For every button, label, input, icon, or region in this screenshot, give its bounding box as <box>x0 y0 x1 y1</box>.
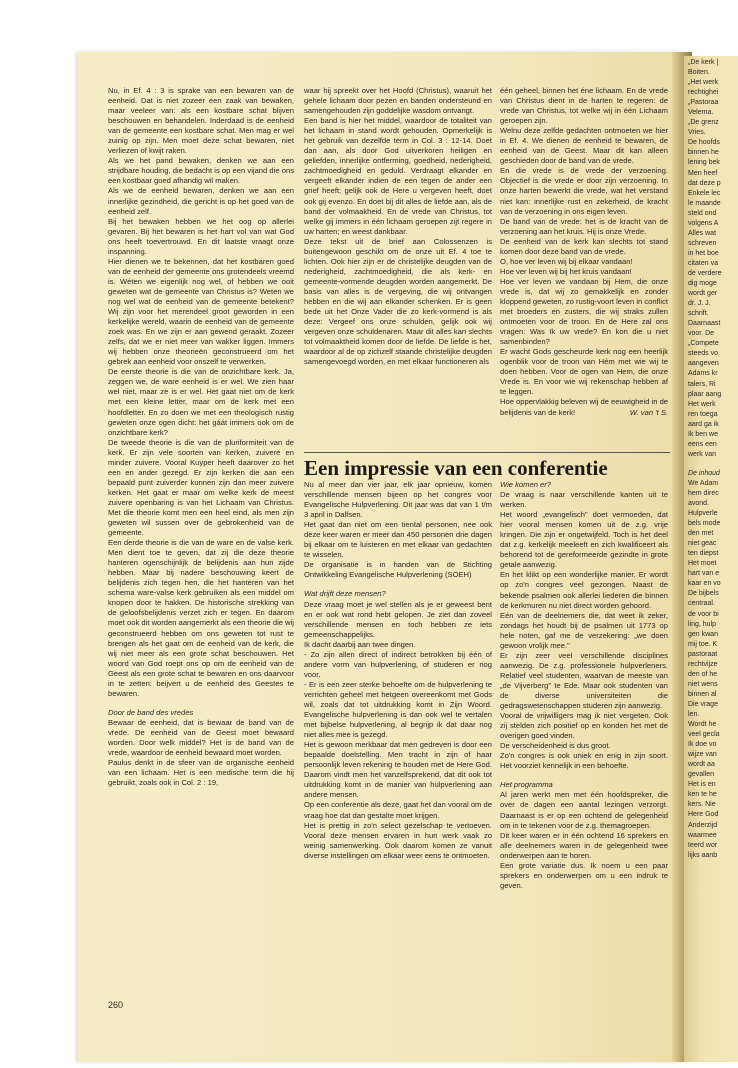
cut-text-line: den of he <box>688 670 718 678</box>
article-column-3 <box>500 86 668 418</box>
cut-text-line: Die vrage <box>688 700 718 708</box>
cut-text-line: wordt aa <box>688 761 715 769</box>
section-heading: Wat drijft deze mensen? <box>304 589 386 599</box>
cut-text-line: voor. De <box>688 330 715 338</box>
paragraph: Welnu deze zelfde gedachten ontmoeten we hier in Ef. 4. We dienen de eenheid te bewaren, de eenheid van de Geest. Maar dit kan alleen geschieden door de band van de vrede. <box>500 126 668 166</box>
paragraph: Deze vraag moet je wel stellen als je er geweest bent en er ook wat rond hebt gelopen. Je ziet dan zoveel verschillende mensen en toch hebben ze iets gemeenschappelijks. <box>304 599 492 639</box>
section-heading: Wie komen er? <box>500 480 551 489</box>
cut-text-line: eens een <box>688 440 717 448</box>
paragraph: waar hij spreekt over het Hoofd (Christus), waaruit het gehele lichaam door pezen en banden ondersteund en samengehouden zijn goddelijke wasdom ontvangt. <box>304 86 492 116</box>
cut-text-line: Hulpverle <box>688 510 718 518</box>
cut-text-line: talers, Ri <box>688 380 716 388</box>
article-column-4 <box>304 480 492 861</box>
section-heading: Door de band des vredes <box>108 707 194 717</box>
cut-text-line: veel gecla <box>688 731 720 739</box>
cut-text-line: Here God <box>688 811 719 819</box>
cut-text-line: binnen al <box>688 690 717 698</box>
article-column-1 <box>108 86 294 788</box>
article-column-5 <box>500 480 668 891</box>
cut-text-line: rechtighei <box>688 89 719 97</box>
cut-text-line: de verdere <box>688 269 722 277</box>
cut-text-line: Velema. <box>688 109 714 117</box>
headline-rule <box>304 452 670 453</box>
cut-text-line: wordt ger <box>688 290 718 298</box>
paragraph: Er zijn zeer veel verschillende disciplines aanwezig. De z.g. professionele hulpverleners. Relatief veel studenten, waarvan de meeste van „de Vijverberg" te Ede. Maar ook studenten van de diverse universiteiten die gedragswetenschappen studeren zijn aanwezig. <box>500 650 668 711</box>
cut-text-line: Vries. <box>688 129 706 137</box>
paragraph: Het woord „evangelisch" doet vermoeden, dat hier vooral mensen komen uit de z.g. vrije kringen. Die zijn er ongetwijfeld. Toch is het deel dat z.g. kerkelijk meeleeft en zich kwalificeert als behorend tot de gereformeerde gezindte in grote getale aanwezig. <box>500 510 668 570</box>
cut-text-line: „De grenz <box>688 119 719 127</box>
cut-text-line: Het is en <box>688 781 716 789</box>
cut-text-line: lening bek <box>688 159 720 167</box>
cut-text-line: hart van e <box>688 570 720 578</box>
cut-text-line: hem direc <box>688 489 719 497</box>
cut-text-line: le maande <box>688 199 721 207</box>
paragraph: Het is gewoon merkbaar dat men gedreven is door een bepaalde doelstelling. Men tracht in zijn of haar persoonlijk leven rekening te houden met de Here God. Daarom vindt men het vanzelfsprekend, dat dit ook tot uitdrukking komt in de manier van hulpverlening aan andere mensen. <box>304 740 492 800</box>
cut-text-line: plaar aang <box>688 390 722 398</box>
cut-text-line: lijks aanb <box>688 851 718 859</box>
cut-text-line: gen kwan <box>688 630 718 638</box>
paragraph: Dit keer waren er in één ochtend 16 sprekers en alle deelnemers waren in de gelegenheid twee onderwerpen aan te horen. <box>500 830 668 860</box>
cut-text-line: niet geac <box>688 540 717 548</box>
paragraph-text: Hoe oppervlakkig beleven wij de eeuwigheid in de belijdenis van de kerk! <box>500 397 669 417</box>
paragraph: - Zo zijn allen direct of indirect betrokken bij één of andere vorm van hulpverlening, of studeren er nog voor. <box>304 649 492 679</box>
cut-text-line: Ik ben we <box>688 430 718 438</box>
page-number: 260 <box>108 1000 124 1010</box>
cut-text-line: Daarnaast <box>688 320 721 328</box>
cut-text-line: schreven <box>688 239 717 247</box>
cut-text-line: Adams kr <box>688 370 718 378</box>
paragraph: - Er is een zeer sterke behoefte om de hulpverlening te verrichten geheel met hetgeen overeenkomt met Gods wil, zoals dat tot uitdrukking komt in Zijn Woord. Evangelische hulpverlening is dan ook wel te vertalen met bijbelse hulpverlening, al begrijp ik dat daar nog niet alles mee is gezegd. <box>304 679 492 740</box>
cut-text-line: steeds vo <box>688 350 718 358</box>
cut-text-line: bels mode <box>688 520 721 528</box>
cut-text-line: mij toe. K <box>688 640 718 648</box>
cut-text-line: dat deze p <box>688 179 721 187</box>
paragraph: En die vrede is de vrede der verzoening. Objectief is die vrede er door zijn verzoening. In onze harten bewerkt die vrede, wat het verstand niet kan: innerlijke rust en zekerheid, de kracht van de verzoening in ons eigen leven. <box>500 166 668 216</box>
paragraph: Nu, in Ef. 4 : 3 is sprake van een bewaren van de eenheid. Dat is niet zozeer een zaak van bewaken, maar veeleer van: als een kostbare schat blijven beschouwen en behandelen. Inderdaad is de eenheid van de gemeente een kostbare schat. Men mag er wel zuinig op zijn. Men moet deze schat bewaren, niet verliezen of kwijt raken. <box>108 86 294 156</box>
cut-text-line: citaten va <box>688 259 718 267</box>
cut-text-line: len. <box>688 711 700 718</box>
cut-text-line: gevallen <box>688 771 715 779</box>
cut-text-line: Ik doe vo <box>688 741 717 749</box>
paragraph: Als we de eenheid bewaren, denken we aan een innerlijke gezindheid, die gericht is op het goed van de eenheid zelf. <box>108 186 294 216</box>
cut-text-line: Het moet <box>688 560 717 568</box>
cut-text-line: aangeven <box>688 360 719 368</box>
cut-text-line: Boiten. <box>688 69 710 77</box>
cut-text-line: steld ond <box>688 209 717 217</box>
cut-text-line: ten diepst <box>688 550 719 558</box>
paragraph: Deze tekst uit de brief aan Colossenzen is buitengewoon geschikt om de onze uit Ef. 4 toe te lichten. Ook hier zijn er de christelijke deugden van de nederigheid, zachtmoedigheid, die als kerk- en gemeente-vormende deugden worden aangemerkt. De basis van alles is de vergeving, die wij ontvangen hebben en die wij aan elkander schenken. Er is geen bede uit het Onze Vader die zo kerk-vormend is als deze: Vergeef ons onze schulden, gelijk ook wij vergeven onze schuldenaren. Maar dit alles kan slechts tot volmaaktheid komen door de liefde. De liefde is het, waardoor al de op zichzelf staande christelijke deugden samengevoegd worden, en met elkaar functioneren als <box>304 236 492 367</box>
article-column-2 <box>304 86 492 367</box>
cut-text-line: werk van <box>688 450 717 458</box>
paragraph: Een band is hier het middel, waardoor de totaliteit van het lichaam in stand wordt gehouden. Opmerkelijk is het gebruik van dezelfde term in Col. 3 : 12-14. Doet dan aan, als door God uitverkoren heiligen en geliefden, innerlijke ontferming, goedheid, nederigheid, zachtmoedigheid en geduld. Verdraagt elkander en vergeeft elkander indien de een tegen de ander een grief heeft; gelijk ook de Here u vergeven heeft, doet ook gij evenzo. En doet bij dit alles de liefde aan, als de band der volmaakheid. En de vrede van Christus, tot welke gij immers in één lichaam geroepen zijt regere in uw harten; en weest dankbaar. <box>304 116 492 236</box>
paragraph: Het is prettig in zo'n select gezelschap te vertoeven. Vooral deze mensen ervaren in hun werk vaak zo weinig samenwerking. Ook daarom komen ze vanuit diverse instellingen om elkaar weer eens te ontmoeten. <box>304 820 492 860</box>
paragraph: De vraag is naar verschillende kanten uit te werken. <box>500 490 668 510</box>
paragraph: Hoe ver leven we vandaan bij Hem, die onze vrede is, dat wij zo gemakkelijk en zonder kloppend geweten, zo rustig-voort leven in conflict met broeders en zusters, die wij straks zullen ontmoeten voor de troon. En de Here zal ons vragen: Was Ik uw vrede? En kon die u niet samenbinden? <box>500 276 669 347</box>
cut-text-line: „Compete <box>688 340 719 348</box>
cut-text-line: „Het werk <box>688 79 718 87</box>
paragraph: Nu al meer dan vier jaar, elk jaar opnieuw, komen verschillende mensen bijeen op het congres voor Evangelische Hulpverlening. Dit jaar was dat van 1 t/m 3 april in Dalfsen. <box>304 480 492 520</box>
paragraph: Al jaren werkt men met één hoofdspreker, die over de dagen een aantal lezingen verzorgt. Daarnaast is er op een ochtend de gelegenheid om in te tekenen voor de z.g. themagroepen. <box>500 790 668 830</box>
cut-text-line: Men heef <box>688 169 718 177</box>
right-page-cut-text <box>688 58 738 861</box>
paragraph: Als we het pand bewaken, denken we aan een strijdbare houding, die bedacht is op een vijand die ons een kostbaar goed afhandig wil maken. <box>108 156 294 186</box>
cut-text-line: avond. <box>688 500 710 508</box>
paragraph: De organisatie is in handen van de Stichting Ontwikkeling Evangelische Hulpverlening (SOEH) <box>304 560 492 580</box>
cut-text-line: aard ga ik <box>688 420 719 428</box>
article-headline: Een impressie van een conferentie <box>304 456 608 480</box>
paragraph: Er wacht Gods gescheurde kerk nog een heerlijk ogenblik voor de troon van Hém met wie wij te doen hebben. Voor de ogen van Hem, die onze Vrede is. En voor wie wij rekenschap hebben af te leggen. <box>500 347 668 397</box>
cut-text-line: dr. J. J. <box>688 300 711 308</box>
cut-text-line: Enkele lec <box>688 189 721 197</box>
cut-text-line: in het boe <box>688 249 719 257</box>
paragraph: Het gaat dan niet om een tiental personen, nee ook deze keer waren er meer dan 450 personen drie dagen bij elkaar om te luisteren en met elkaar van gedachten te wisselen. <box>304 520 492 560</box>
section-heading: Het programma <box>500 780 553 790</box>
paragraph: De band van de vrede: het is de kracht van de verzoening aan het kruis. Hij is onze Vrede. <box>500 216 668 236</box>
cut-text-line: ren toega <box>688 410 718 418</box>
author-signature: W. van 't S. <box>629 407 668 417</box>
cut-text-line: Wordt he <box>688 721 717 729</box>
paragraph: Op een conferentie als deze, gaat het dan vooral om de vraag hoe dat dan gestalte moet krijgen. <box>304 800 492 820</box>
cut-text-line: „Pastoraa <box>688 99 719 107</box>
paragraph: De eerste theorie is die van de onzichtbare kerk. Ja, zeggen we, de ware eenheid is er wel. We zien haar wel niet, maar ze is er wel. Het gaat niet om de kerk met een kleine letter, maar om de kerk met een hoofdletter. En zo doen we met een theologisch rustig geweten onze ogen dicht: het gáát immers ook om de onzichtbare kerk? <box>108 367 294 437</box>
cut-text-line: binnen he <box>688 149 719 157</box>
cut-text-line: Anderzijd <box>688 821 718 829</box>
cut-text-line: schrift. <box>688 310 709 318</box>
cut-text-line: de voor bi <box>688 610 719 618</box>
paragraph: Eén van de deelnemers die, dat weet ik zeker, zondags het houdt bij de psalmen uit 1773 op hele noten, gaf me de verzekering: „we doen gewoon vrolijk mee." <box>500 610 668 650</box>
paragraph: Een grote variatie dus. Ik noem u een paar sprekers en onderwerpen om u een indruk te geven. <box>500 860 668 890</box>
cut-text-line: pastoraat <box>688 650 718 658</box>
cut-text-line: rechtvijze <box>688 660 718 668</box>
cut-text-line: dig moge <box>688 280 717 288</box>
cut-text-line: niet wens <box>688 680 718 688</box>
cut-text-line: centraal. <box>688 600 715 608</box>
paragraph: Hier dienen we te bekennen, dat het kostbaren goed van de eenheid der gemeente ons grotendeels vreemd is. Wéten we eigenlijk nog wel, of hebben we ooit geweten wat de gemeente van Christus is? Weten we nog wel wat de eenheid van de gemeente betekent? Wij zijn voor het merendeel groot geworden in een kerkelijke wereld, waarin de eenheid van de gemeente zoek was. En we zijn er aan gewend geraakt. Zozeer zelfs, dat we er niet meer van wakker liggen. Immers wij hebben onze theorieën geconstrueerd om het gebrek aan eenheid voor onszelf te verwerken. <box>108 256 294 367</box>
paragraph: Paulus denkt in de sfeer van de organische eenheid van een lichaam. Het is een medische term die hij gebruikt, zoals ook in Col. 2 : 19, <box>108 758 294 788</box>
cut-text-line: Het werk <box>688 400 716 408</box>
cut-text-line: De bijbels <box>688 590 719 598</box>
paragraph: O, hoe ver leven wij bij elkaar vandaan! <box>500 256 633 266</box>
paragraph: Een derde theorie is die van de ware en de valse kerk. Men dient toe te geven, dat zij die deze theorie hanteren ogenschijnlijk de belijdenis aan hun zijde hebben. Maar bij nadere beschouwing keert de belijdenis zich tegen hen, die het hanteren van het schema ware-valse kerk gebruiken als een middel om knopen door te hakken. De historische strekking van de geloofsbelijdenis verzet zich er tegen. En daarom moet ook dit worden aangemerkt als een theorie die wij geconstrueerd hebben om ons geweten tot rust te brengen als het gaat om de eenheid van de kerk, die wij niet meer als een grote schat beschouwen. Het woord van God roept ons op om de eenheid van de Geest als een grote schat te bewaren en ons daarvoor in te zetten: beijvert u de eenheid des Geestes te bewaren. <box>108 538 294 698</box>
cut-text-line: kaar en vo <box>688 580 721 588</box>
cut-text-line: teerd wor <box>688 841 718 849</box>
cut-text-line: kers. Nie <box>688 801 716 809</box>
cut-text-line: De inhoud <box>688 469 720 477</box>
paragraph: één geheel, binnen het éne lichaam. En de vrede van Christus dient in de harten te regeren: de vrede van Christus, tot welke wij in één Lichaam geroepen zijn. <box>500 86 668 126</box>
cut-text-line: We Adam <box>688 479 719 487</box>
paragraph: De tweede theorie is die van de pluriformiteit van de kerk. Er zijn vele soorten van kerken, zuivere en minder zuivere. Vooral Kuyper heeft daarover zo het een en ander gezegd. Er zijn kerken die aan een bepaald punt zuiverder kunnen zijn dan meer zuivere kerken. Het gaat er maar om welke kerk de meest zuivere openbaring is van het Lichaam van Christus. Met die theorie komt men een heel eind, als men zijn geweten wil sussen over de gebrokenheid van de gemeente. <box>108 437 294 538</box>
paragraph: En het klikt op een wonderlijke manier. Er wordt op zo'n congres veel gezongen. Naast de bekende psalmen ook allerlei liederen die binnen de kerkmuren nu niet direct worden gehoord. <box>500 570 668 610</box>
paragraph: Ik dacht daarbij aan twee dingen. <box>304 639 416 649</box>
paragraph: Zo'n congres is ook uniek en enig in zijn soort. Het voorziet kennelijk in een behoefte. <box>500 751 668 771</box>
cut-text-line: ling, hulp <box>688 620 717 628</box>
cut-text-line: De hoofds <box>688 139 720 147</box>
paragraph: Hoe ver leven wij bij het kruis vandaan! <box>500 266 632 276</box>
cut-text-line: „De kerk | <box>688 59 719 66</box>
paragraph: Bij het bewaken hebben we het oog op allerlei gevaren. Bij het bewaren is het hart vol van wat God ons heeft toevertrouwd. En dit laatste vraagt onze inspanning. <box>108 216 294 256</box>
paragraph: De verscheidenheid is dus groot. <box>500 741 611 751</box>
paragraph: De eenheid van de kerk kan slechts tot stand komen door deze band van de vrede. <box>500 236 668 256</box>
paragraph <box>500 397 668 417</box>
cut-text-line: volgens A <box>688 219 719 227</box>
paragraph: Bewaar de eenheid, dat is bewaar de band van de vrede. De eenheid van de Geest moet bewaard worden. Door welk middel? Het is de band van de vrede, waardoor de eenheid bewaard moet worden. <box>108 717 294 758</box>
cut-text-line: ken te he <box>688 791 717 799</box>
cut-text-line: waarmee <box>688 831 717 839</box>
cut-text-line: Alles wat <box>688 229 717 237</box>
paragraph: Vooral de vrijwilligers mag ik niet vergeten. Ook zij stelden zich positief op en konden het met de overigen goed vinden. <box>500 711 668 741</box>
cut-text-line: den met <box>688 530 714 538</box>
cut-text-line: wijze van <box>688 751 717 759</box>
